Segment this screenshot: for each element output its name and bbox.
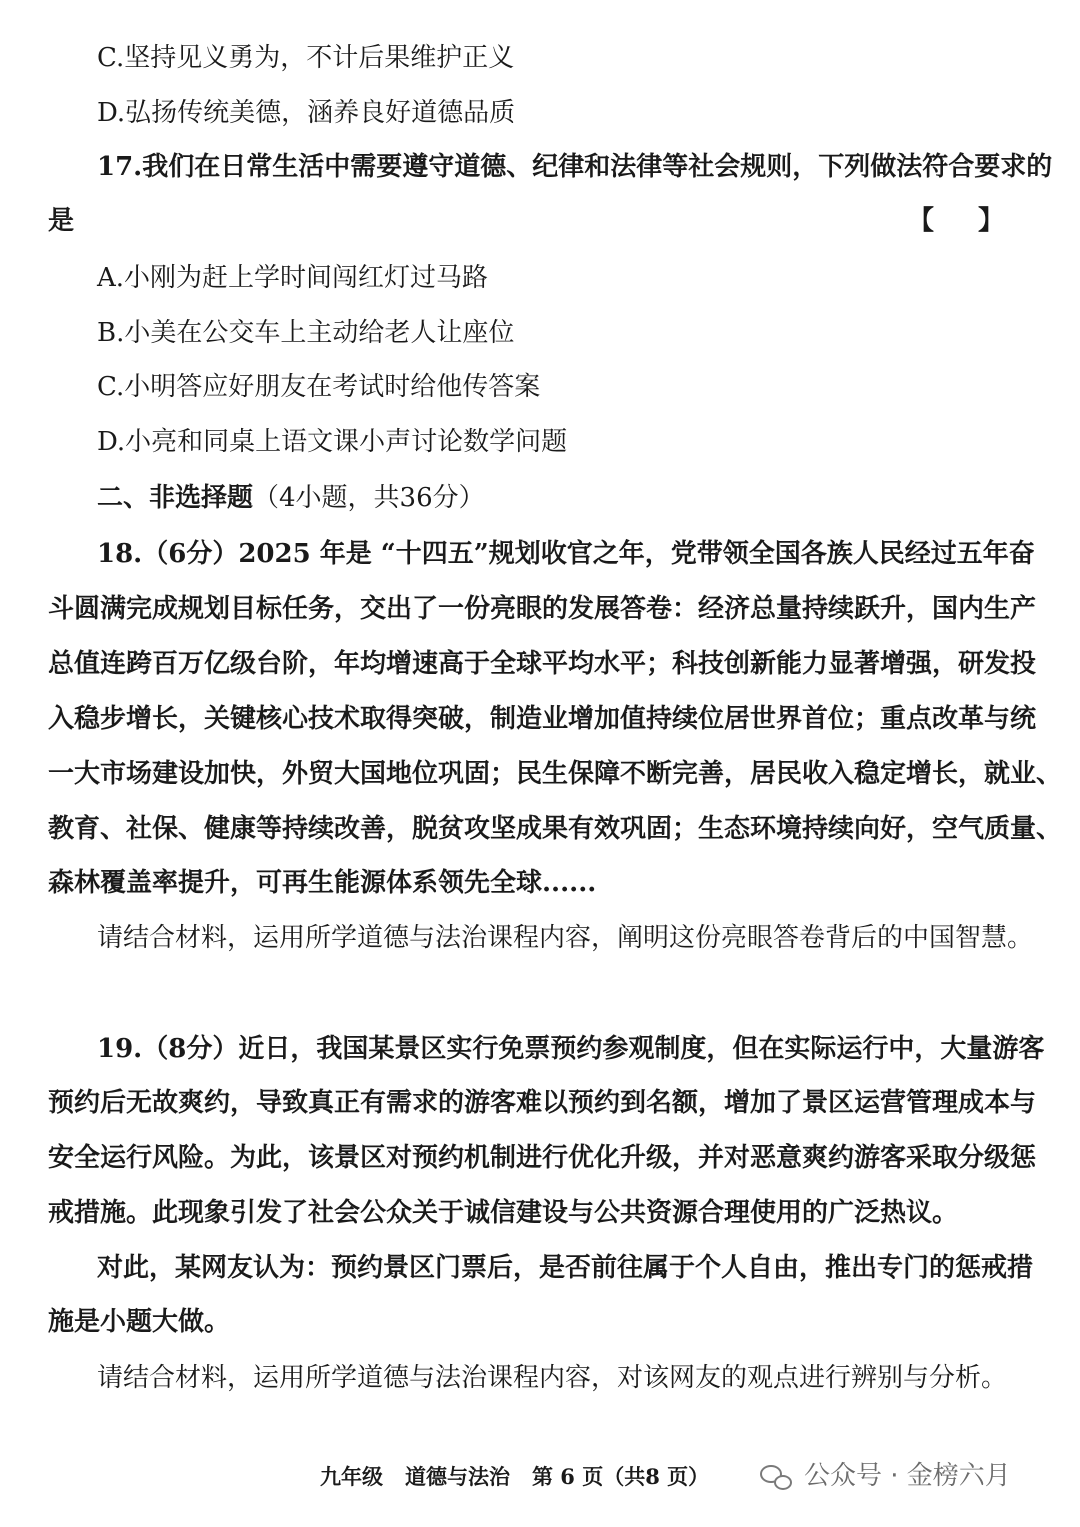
q19-line: 19.（8分）近日，我国某景区实行免票预约参观制度，但在实际运行中，大量游客 <box>97 1034 1045 1064</box>
q16-option-d: D.弘扬传统美德，涵养良好道德品质 <box>97 98 516 128</box>
q19-opinion-line: 施是小题大做。 <box>48 1307 231 1337</box>
q18-line: 入稳步增长，关键核心技术取得突破，制造业增加值持续位居世界首位；重点改革与统 <box>48 704 1037 734</box>
q18-task: 请结合材料，运用所学道德与法治课程内容，阐明这份亮眼答卷背后的中国智慧。 <box>97 923 1034 953</box>
q19-task: 请结合材料，运用所学道德与法治课程内容，对该网友的观点进行辨别与分析。 <box>97 1363 1008 1393</box>
q17-option-b: B.小美在公交车上主动给老人让座位 <box>97 318 515 348</box>
answer-bracket <box>908 204 1004 238</box>
q19-line: 戒措施。此现象引发了社会公众关于诚信建设与公共资源合理使用的广泛热议。 <box>48 1198 959 1228</box>
watermark <box>760 1456 1011 1496</box>
q19-line: 预约后无故爽约，导致真正有需求的游客难以预约到名额，增加了景区运营管理成本与 <box>48 1088 1037 1118</box>
q16-option-c: C.坚持见义勇为，不计后果维护正义 <box>97 43 515 73</box>
q18-line: 教育、社保、健康等持续改善，脱贫攻坚成果有效巩固；生态环境持续向好，空气质量、 <box>48 814 1063 844</box>
footer-page-number: 第 6 页（共8 页） <box>532 1464 710 1489</box>
bracket-close: 】 <box>978 206 1005 236</box>
footer-subject: 道德与法治 <box>405 1464 510 1489</box>
section-title-main: 二、非选择题 <box>97 483 254 513</box>
q17-option-a: A.小刚为赶上学时间闯红灯过马路 <box>97 263 489 293</box>
q18-line: 18.（6分）2025 年是 “十四五”规划收官之年，党带领全国各族人民经过五年奋 <box>97 539 1035 569</box>
q17-option-d: D.小亮和同桌上语文课小声讨论数学问题 <box>97 427 568 457</box>
footer-grade: 九年级 <box>320 1464 383 1489</box>
wechat-icon <box>760 1463 792 1489</box>
watermark-text: 公众号 · 金榜六月 <box>804 1461 1011 1491</box>
q18-line: 一大市场建设加快，外贸大国地位巩固；民生保障不断完善，居民收入稳定增长，就业、 <box>48 759 1063 789</box>
q18-line: 森林覆盖率提升，可再生能源体系领先全球...... <box>48 868 597 898</box>
section-title-sub: （4小题，共36分） <box>253 483 485 513</box>
q19-opinion-line: 对此，某网友认为：预约景区门票后，是否前往属于个人自由，推出专门的惩戒措 <box>97 1253 1034 1283</box>
bracket-open: 【 <box>908 206 935 236</box>
section-title <box>97 481 485 515</box>
q17-option-c: C.小明答应好朋友在考试时给他传答案 <box>97 372 541 402</box>
q18-line: 斗圆满完成规划目标任务，交出了一份亮眼的发展答卷：经济总量持续跃升，国内生产 <box>48 594 1037 624</box>
q19-line: 安全运行风险。为此，该景区对预约机制进行优化升级，并对恶意爽约游客采取分级惩 <box>48 1143 1037 1173</box>
q17-stem-line2: 是 <box>48 206 75 236</box>
q17-stem-line1: 17.我们在日常生活中需要遵守道德、纪律和法律等社会规则，下列做法符合要求的 <box>97 152 1053 182</box>
page-footer <box>320 1462 731 1492</box>
q18-line: 总值连跨百万亿级台阶，年均增速高于全球平均水平；科技创新能力显著增强，研发投 <box>48 649 1037 679</box>
